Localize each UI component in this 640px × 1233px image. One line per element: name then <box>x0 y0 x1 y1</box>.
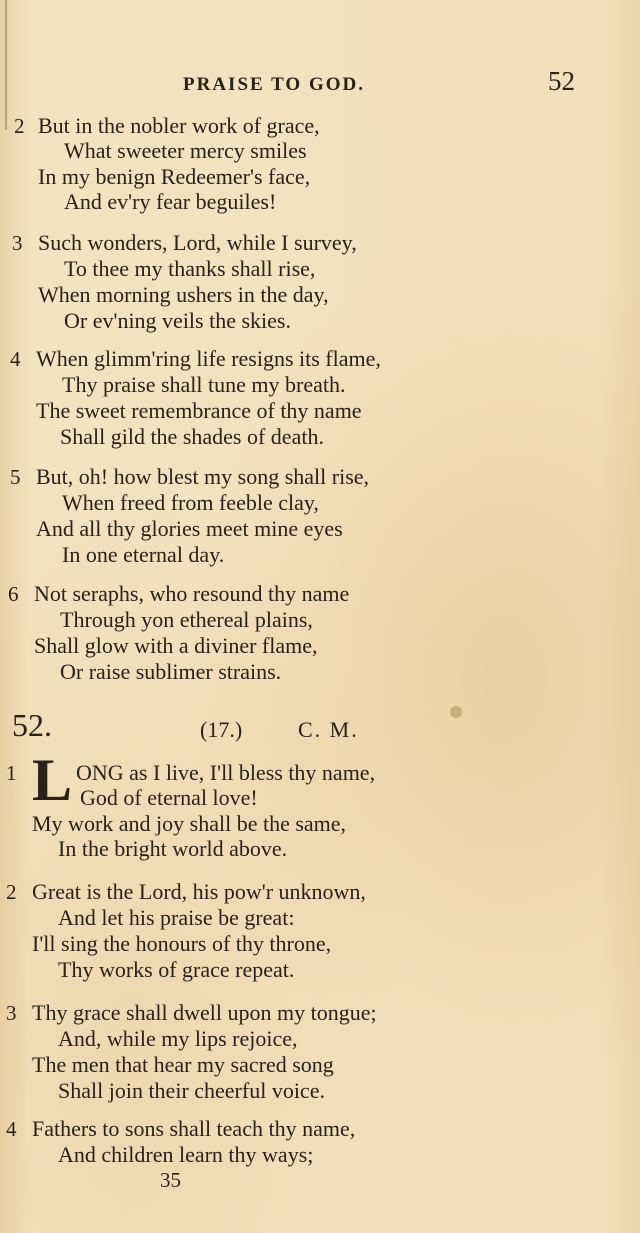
verse-line: My work and joy shall be the same, <box>32 811 347 836</box>
verse-line: In my benign Redeemer's face, <box>38 164 311 189</box>
verse-line: God of eternal love! <box>80 785 258 810</box>
stanza-number: 3 <box>12 231 23 255</box>
signature-mark: 35 <box>160 1168 181 1192</box>
hymn-heading <box>0 707 640 751</box>
verse-line: I'll sing the honours of thy throne, <box>32 931 332 956</box>
verse-line: But in the nobler work of grace, <box>38 113 320 138</box>
verse-line: Shall join their cheerful voice. <box>58 1078 325 1103</box>
stanza-number: 5 <box>10 465 21 489</box>
tune-reference: (17.) <box>200 717 243 742</box>
verse-line: Not seraphs, who resound thy name <box>34 581 350 606</box>
verse-line: Great is the Lord, his pow'r unknown, <box>32 879 366 904</box>
verse-line: And ev'ry fear beguiles! <box>64 189 277 214</box>
verse-line: In one eternal day. <box>62 542 225 567</box>
stanza-number: 4 <box>10 347 21 371</box>
verse-line: Thy grace shall dwell upon my tongue; <box>32 1000 377 1025</box>
stanza-number: 2 <box>6 880 17 904</box>
stanza-number: 1 <box>6 761 17 785</box>
verse-line: Or ev'ning veils the skies. <box>64 308 291 333</box>
page-number: 52 <box>548 66 575 96</box>
stanza-number: 2 <box>14 114 25 138</box>
stanza-number: 3 <box>6 1001 17 1025</box>
verse-line: And children learn thy ways; <box>58 1142 314 1167</box>
stanza-number: 6 <box>8 582 19 606</box>
verse-line: Such wonders, Lord, while I survey, <box>38 230 357 255</box>
verse-line: The men that hear my sacred song <box>32 1052 334 1077</box>
drop-cap-letter: L <box>32 747 73 813</box>
verse-line: In the bright world above. <box>58 836 288 861</box>
hymn-number: 52. <box>12 707 52 743</box>
verse-line: Shall gild the shades of death. <box>60 424 324 449</box>
verse-line: What sweeter mercy smiles <box>64 138 307 163</box>
verse-line: When morning ushers in the day, <box>38 282 329 307</box>
verse-line: And, while my lips rejoice, <box>58 1026 298 1051</box>
verse-line: Shall glow with a diviner flame, <box>34 633 318 658</box>
verse-line: To thee my thanks shall rise, <box>64 256 316 281</box>
running-title: PRAISE TO GOD. <box>183 74 365 95</box>
verse-line: Or raise sublimer strains. <box>60 659 282 684</box>
verse-line: When freed from feeble clay, <box>62 490 319 515</box>
page-gutter-edge <box>5 0 7 130</box>
verse-line: The sweet remembrance of thy name <box>36 398 362 423</box>
verse-line: When glimm'ring life resigns its flame, <box>36 346 381 371</box>
stanza-number: 4 <box>6 1117 17 1141</box>
verse-line: And all thy glories meet mine eyes <box>36 516 343 541</box>
page-header <box>0 66 640 106</box>
verse-line: Thy praise shall tune my breath. <box>62 372 346 397</box>
verse-line: But, oh! how blest my song shall rise, <box>36 464 370 489</box>
verse-line: Fathers to sons shall teach thy name, <box>32 1116 356 1141</box>
verse-line: Thy works of grace repeat. <box>58 957 295 982</box>
meter-label: C. M. <box>298 717 359 742</box>
verse-line: And let his praise be great: <box>58 905 295 930</box>
verse-line: ONG as I live, I'll bless thy name, <box>76 760 376 785</box>
verse-line: Through yon ethereal plains, <box>60 607 313 632</box>
